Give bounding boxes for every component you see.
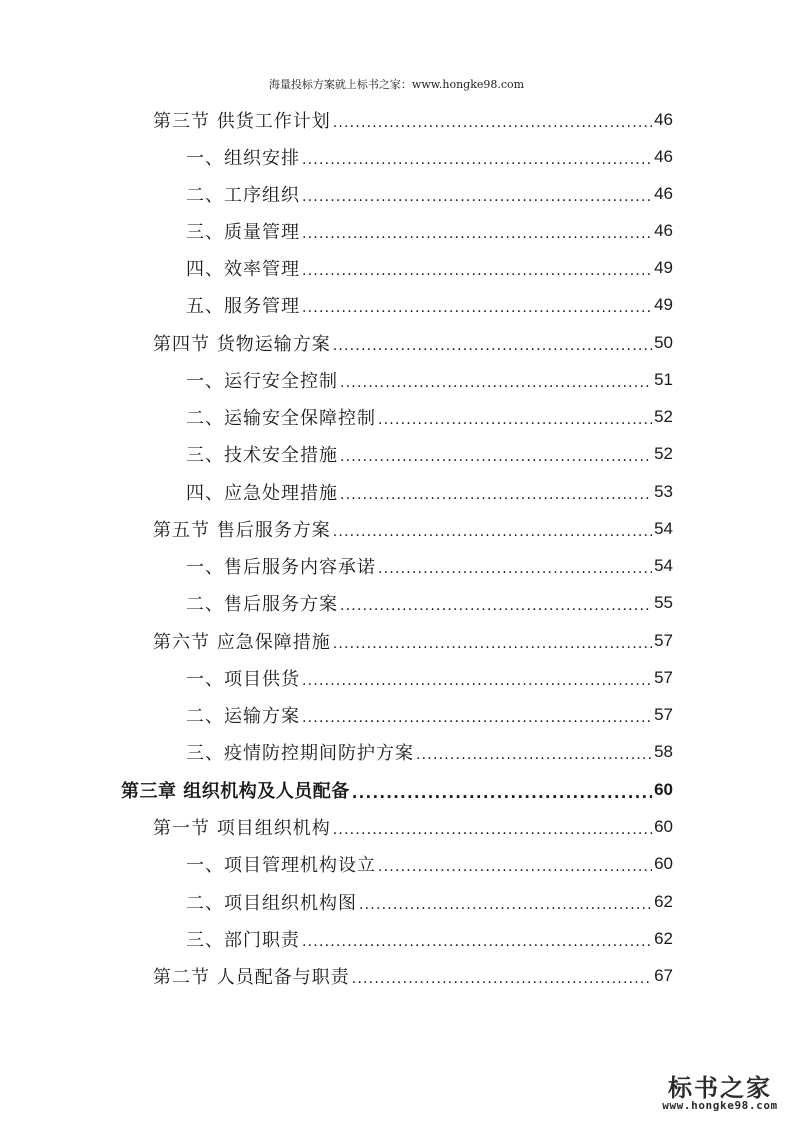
toc-entry[interactable] bbox=[186, 212, 673, 249]
toc-entry-page: 46 bbox=[654, 220, 673, 240]
toc-entry[interactable] bbox=[186, 138, 673, 175]
logo-url: www.hongke98.com bbox=[662, 1099, 778, 1112]
toc-entry[interactable] bbox=[186, 920, 673, 957]
toc-leader-dots bbox=[302, 189, 652, 205]
toc-entry-label: 第一节 项目组织机构 bbox=[153, 817, 331, 839]
toc-leader-dots bbox=[302, 300, 652, 316]
toc-entry-label: 四、应急处理措施 bbox=[186, 482, 338, 504]
toc-entry-label: 三、质量管理 bbox=[186, 221, 300, 243]
toc-leader-dots bbox=[333, 636, 652, 652]
toc-entry[interactable] bbox=[186, 175, 673, 212]
toc-entry[interactable] bbox=[153, 957, 673, 994]
toc-leader-dots bbox=[302, 152, 652, 168]
toc-leader-dots bbox=[302, 673, 652, 689]
toc-leader-dots bbox=[302, 263, 652, 279]
toc-entry-label: 二、运输安全保障控制 bbox=[186, 407, 376, 429]
toc-entry[interactable] bbox=[186, 733, 673, 770]
toc-entry-page: 60 bbox=[654, 816, 673, 836]
toc-entry[interactable] bbox=[153, 101, 673, 138]
toc-entry-label: 第三节 供货工作计划 bbox=[153, 110, 331, 132]
toc-entry[interactable] bbox=[186, 659, 673, 696]
toc-entry-page: 57 bbox=[654, 704, 673, 724]
toc-entry[interactable] bbox=[153, 622, 673, 659]
toc-entry-page: 49 bbox=[654, 257, 673, 277]
toc-entry-page: 60 bbox=[654, 779, 673, 799]
toc-leader-dots bbox=[302, 934, 652, 950]
toc-entry[interactable] bbox=[186, 249, 673, 286]
toc-leader-dots bbox=[378, 859, 652, 875]
toc-entry-page: 62 bbox=[654, 891, 673, 911]
toc-entry-page: 58 bbox=[654, 741, 673, 761]
toc-entry-label: 一、运行安全控制 bbox=[186, 370, 338, 392]
toc-entry[interactable] bbox=[186, 361, 673, 398]
toc-entry-label: 三、部门职责 bbox=[186, 929, 300, 951]
toc-leader-dots bbox=[352, 971, 652, 987]
toc-entry-page: 62 bbox=[654, 928, 673, 948]
toc-entry-page: 46 bbox=[654, 183, 673, 203]
toc-entry-label: 第六节 应急保障措施 bbox=[153, 631, 331, 653]
toc-entry-label: 二、项目组织机构图 bbox=[186, 892, 357, 914]
toc-entry-page: 54 bbox=[654, 518, 673, 538]
toc-leader-dots bbox=[340, 598, 652, 614]
toc-entry[interactable] bbox=[186, 473, 673, 510]
toc-entry-label: 三、技术安全措施 bbox=[186, 444, 338, 466]
toc-entry[interactable] bbox=[186, 883, 673, 920]
toc-leader-dots bbox=[416, 747, 652, 763]
toc-leader-dots bbox=[378, 561, 652, 577]
toc-entry-label: 第二节 人员配备与职责 bbox=[153, 966, 350, 988]
toc-entry-page: 51 bbox=[654, 369, 673, 389]
toc-entry-page: 60 bbox=[654, 853, 673, 873]
toc-entry-page: 52 bbox=[654, 443, 673, 463]
toc-entry[interactable] bbox=[186, 845, 673, 882]
toc-leader-dots bbox=[302, 226, 652, 242]
toc-leader-dots bbox=[378, 412, 652, 428]
toc-entry[interactable] bbox=[186, 398, 673, 435]
toc-entry-page: 67 bbox=[654, 965, 673, 985]
toc-entry-label: 三、疫情防控期间防护方案 bbox=[186, 742, 414, 764]
toc-entry[interactable] bbox=[186, 584, 673, 621]
toc-entry[interactable] bbox=[153, 510, 673, 547]
toc-entry[interactable] bbox=[186, 547, 673, 584]
toc-leader-dots bbox=[333, 115, 652, 131]
toc-entry-page: 46 bbox=[654, 109, 673, 129]
toc-entry-label: 一、售后服务内容承诺 bbox=[186, 556, 376, 578]
toc-leader-dots bbox=[333, 822, 652, 838]
logo-name: 标书之家 bbox=[668, 1074, 772, 1102]
toc-entry-page: 57 bbox=[654, 630, 673, 650]
toc-leader-dots bbox=[352, 784, 652, 802]
toc-entry-label: 一、项目供货 bbox=[186, 668, 300, 690]
toc-entry-label: 第五节 售后服务方案 bbox=[153, 519, 331, 541]
toc-leader-dots bbox=[359, 897, 652, 913]
toc-entry-page: 54 bbox=[654, 555, 673, 575]
toc-entry-label: 一、项目管理机构设立 bbox=[186, 854, 376, 876]
toc-entry-page: 52 bbox=[654, 406, 673, 426]
toc-entry-page: 57 bbox=[654, 667, 673, 687]
toc-leader-dots bbox=[333, 338, 652, 354]
toc-leader-dots bbox=[333, 524, 652, 540]
toc-leader-dots bbox=[340, 449, 652, 465]
toc-entry-label: 二、售后服务方案 bbox=[186, 593, 338, 615]
toc-entry[interactable] bbox=[153, 324, 673, 361]
toc-leader-dots bbox=[340, 375, 652, 391]
page-header: 海量投标方案就上标书之家：www.hongke98.com bbox=[268, 78, 525, 91]
site-logo bbox=[650, 1068, 790, 1114]
toc-entry-label: 二、运输方案 bbox=[186, 705, 300, 727]
toc-entry[interactable] bbox=[186, 696, 673, 733]
toc-entry-label: 第三章 组织机构及人员配备 bbox=[121, 780, 350, 802]
toc-entry-label: 五、服务管理 bbox=[186, 295, 300, 317]
toc-entry-page: 53 bbox=[654, 481, 673, 501]
toc-entry-label: 二、工序组织 bbox=[186, 184, 300, 206]
toc-entry-label: 一、组织安排 bbox=[186, 147, 300, 169]
toc-entry-page: 55 bbox=[654, 592, 673, 612]
toc-entry[interactable] bbox=[186, 435, 673, 472]
toc-leader-dots bbox=[340, 487, 652, 503]
toc-entry-label: 四、效率管理 bbox=[186, 258, 300, 280]
toc-chapter-entry[interactable] bbox=[121, 771, 673, 808]
toc-entry[interactable] bbox=[186, 286, 673, 323]
toc-entry-label: 第四节 货物运输方案 bbox=[153, 333, 331, 355]
toc-entry-page: 50 bbox=[654, 332, 673, 352]
toc-entry-page: 49 bbox=[654, 294, 673, 314]
toc-entry-page: 46 bbox=[654, 146, 673, 166]
toc-entry[interactable] bbox=[153, 808, 673, 845]
toc-leader-dots bbox=[302, 710, 652, 726]
